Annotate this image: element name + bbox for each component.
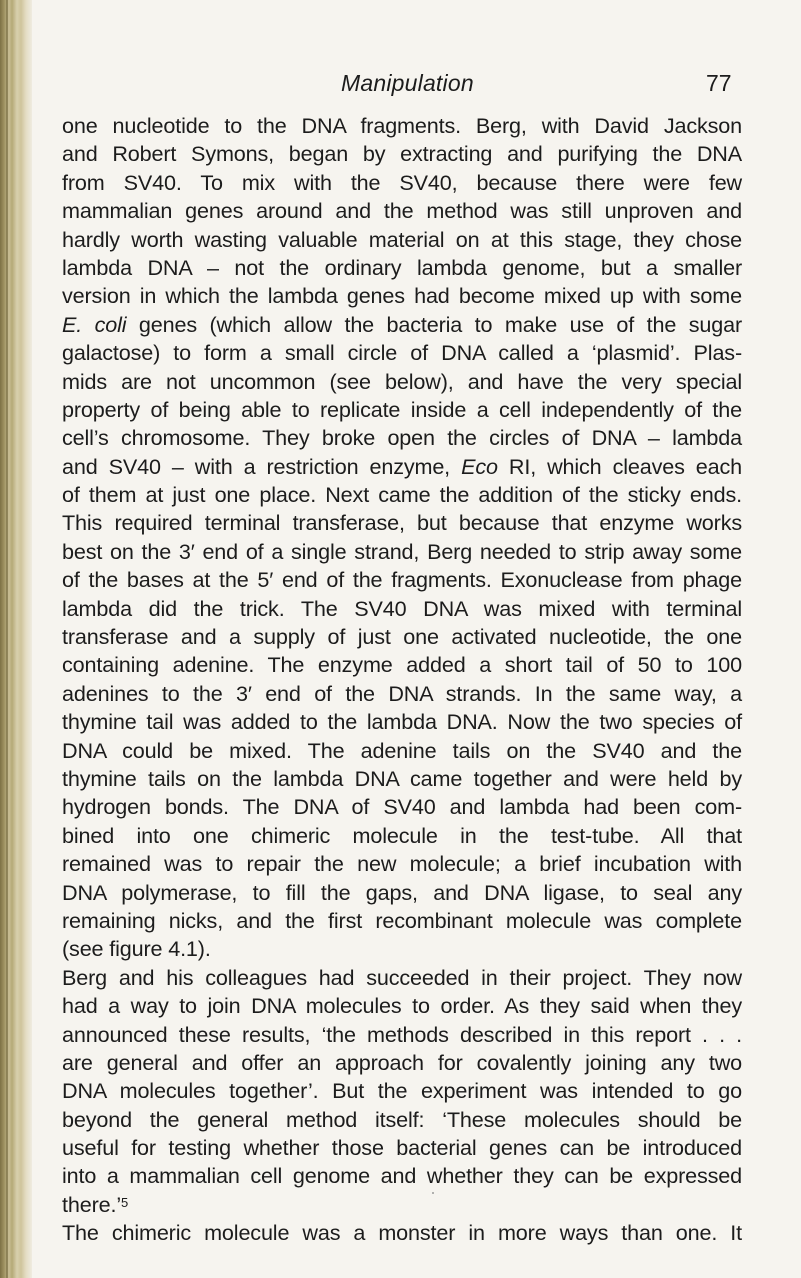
- text-line: version in which the lambda genes had become mixed up with some: [62, 283, 742, 309]
- text-segment: there.’: [62, 1191, 121, 1217]
- text-line: containing adenine. The enzyme added a short tail of 50 to 100: [62, 652, 742, 678]
- text-line: remaining nicks, and the first recombinant molecule was complete: [62, 907, 742, 933]
- text-line: are general and offer an approach for covalently joining any two: [62, 1049, 742, 1075]
- text-line: lambda DNA – not the ordinary lambda genome, but a smaller: [62, 254, 742, 280]
- text-line: lambda did the trick. The SV40 DNA was mixed with terminal: [62, 595, 742, 621]
- text-line: of them at just one place. Next came the addition of the sticky ends.: [62, 482, 742, 508]
- text-line: hydrogen bonds. The DNA of SV40 and lambda had been com-: [62, 794, 742, 820]
- text-line: The chimeric molecule was a monster in more ways than one. It: [62, 1220, 742, 1246]
- text-line: thymine tail was added to the lambda DNA. Now the two species of: [62, 709, 742, 735]
- text-line: property of being able to replicate inside a cell independently of the: [62, 396, 742, 422]
- text-line-with-italic: [62, 311, 742, 339]
- text-segment: genes (which allow the bacteria to make use of the sugar: [138, 311, 742, 337]
- italic-species-name: E. coli: [62, 311, 127, 337]
- text-line: thymine tails on the lambda DNA came together and were held by: [62, 765, 742, 791]
- text-line-with-footnote: [62, 1191, 742, 1219]
- italic-enzyme-name: Eco: [461, 453, 498, 479]
- text-segment: RI, which cleaves each: [508, 453, 743, 479]
- page-header: [0, 70, 801, 110]
- text-line: had a way to join DNA molecules to order. As they said when they: [62, 993, 742, 1019]
- page-number: 77: [706, 70, 732, 96]
- text-line: one nucleotide to the DNA fragments. Berg, with David Jackson: [62, 113, 742, 138]
- text-line: mids are not uncommon (see below), and have the very special: [62, 368, 742, 394]
- text-line: announced these results, ‘the methods described in this report . . .: [62, 1021, 742, 1047]
- speck-mark: [432, 1192, 434, 1194]
- text-line: adenines to the 3′ end of the DNA strands. In the same way, a: [62, 680, 742, 706]
- footnote-reference[interactable]: 5: [120, 1195, 129, 1211]
- text-line: (see figure 4.1).: [62, 936, 211, 962]
- text-line: and Robert Symons, began by extracting and purifying the DNA: [62, 141, 742, 167]
- text-line: mammalian genes around and the method was still unproven and: [62, 198, 742, 224]
- text-line: DNA polymerase, to fill the gaps, and DNA ligase, to seal any: [62, 879, 742, 905]
- text-line: into a mammalian cell genome and whether they can be expressed: [62, 1163, 742, 1189]
- text-line: beyond the general method itself: ‘These molecules should be: [62, 1106, 742, 1132]
- text-line-with-italic: [62, 453, 742, 481]
- text-line: transferase and a supply of just one activated nucleotide, the one: [62, 624, 742, 650]
- text-line: from SV40. To mix with the SV40, because there were few: [62, 169, 742, 195]
- text-line: best on the 3′ end of a single strand, Berg needed to strip away some: [62, 538, 742, 564]
- text-line: cell’s chromosome. They broke open the circles of DNA – lambda: [62, 425, 742, 451]
- text-line: remained was to repair the new molecule; a brief incubation with: [62, 851, 742, 877]
- text-line: useful for testing whether those bacterial genes can be introduced: [62, 1135, 742, 1161]
- binding-shadow-line: [6, 0, 8, 1278]
- text-line: DNA could be mixed. The adenine tails on the SV40 and the: [62, 737, 742, 763]
- text-segment: and SV40 – with a restriction enzyme,: [62, 453, 451, 479]
- text-line: bined into one chimeric molecule in the test-tube. All that: [62, 822, 742, 848]
- text-line: Berg and his colleagues had succeeded in their project. They now: [62, 964, 742, 990]
- body-text: [62, 112, 742, 1248]
- running-title: Manipulation: [341, 70, 474, 96]
- text-line: of the bases at the 5′ end of the fragments. Exonuclease from phage: [62, 567, 742, 593]
- text-line: DNA molecules together’. But the experiment was intended to go: [62, 1078, 742, 1104]
- book-binding-edge: [0, 0, 32, 1278]
- text-line: hardly worth wasting valuable material on at this stage, they chose: [62, 226, 742, 252]
- text-line: This required terminal transferase, but because that enzyme works: [62, 510, 742, 536]
- text-line: galactose) to form a small circle of DNA called a ‘plasmid’. Plas-: [62, 340, 742, 366]
